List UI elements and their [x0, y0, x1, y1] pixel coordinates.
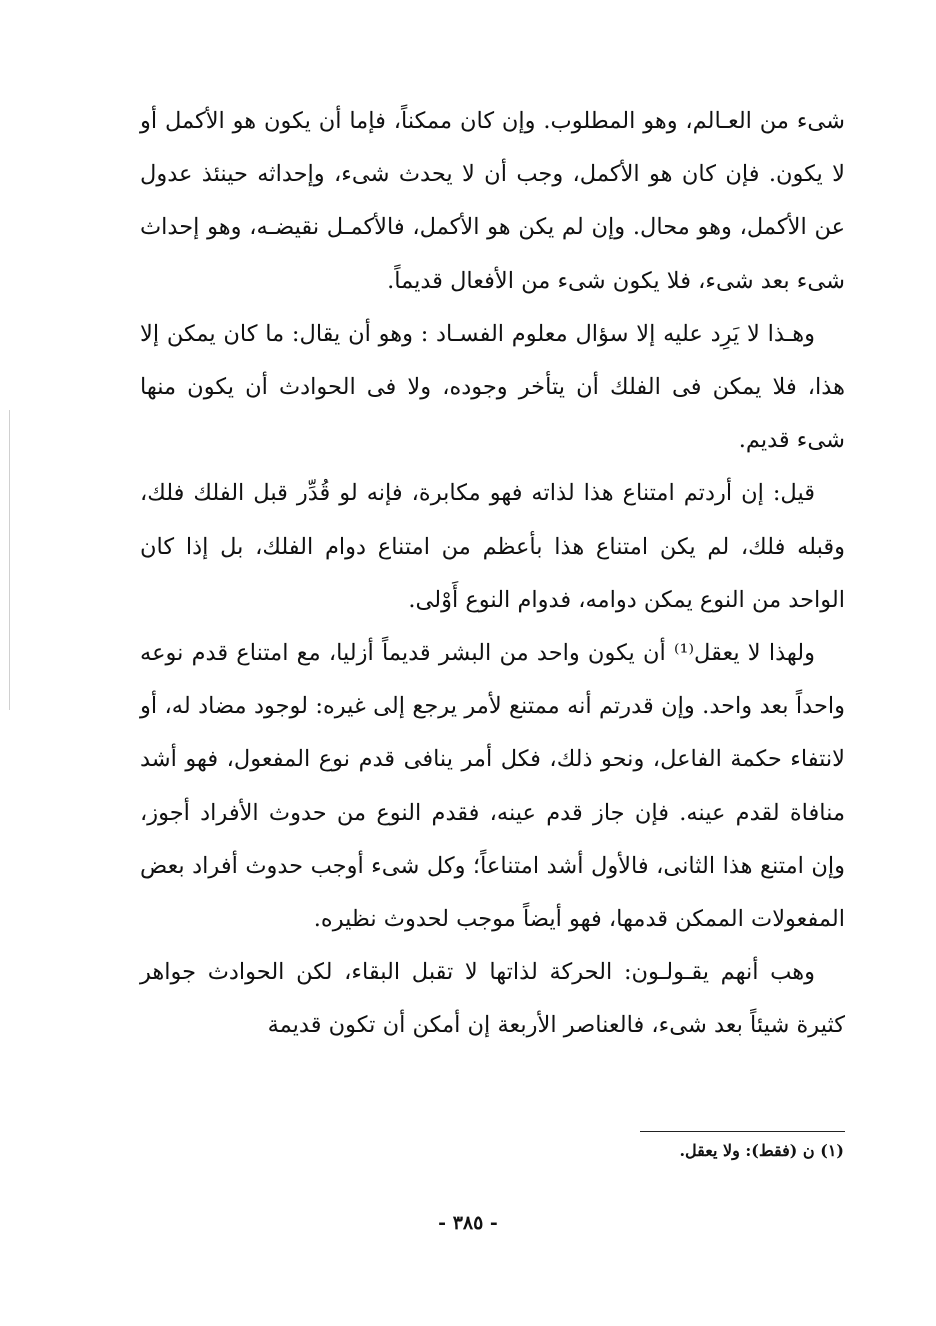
paragraph-5: وهب أنهم يقـولـون: الحركة لذاتها لا تقبل البقاء، لكن الحوادث جواهر كثيرة شيئاً بعد شىء، فالعناصر الأربعة إن أمكن أن تكون قديمة [140, 959, 845, 1039]
body-text [140, 95, 845, 1053]
paragraph-3: قيل: إن أردتم امتناع هذا لذاته فهو مكابرة، فإنه لو قُدِّر قبل الفلك فلك، وقبله فلك، لم يكن امتناع هذا بأعظم من امتناع دوام الفلك، بل إذا كان الواحد من النوع يمكن دوامه، فدوام النوع أَوْلى. [140, 480, 845, 613]
paragraph-1: شىء من العـالم، وهو المطلوب. وإن كان ممكناً، فإما أن يكون هو الأكمل أو لا يكون. فإن كان هو الأكمل، وجب أن لا يحدث شىء، وإحداثه حينئذ عدول عن الأكمل، وهو محال. وإن لم يكن هو الأكمل، فالأكمـل نقيضـه، وهو إحداث شىء بعد شىء، فلا يكون شىء من الأفعال قديماً. [140, 108, 845, 294]
scan-edge-mark [9, 410, 10, 710]
page-number: - ٣٨٥ - [438, 1212, 498, 1234]
paragraph-2: وهـذا لا يَرِد عليه إلا سؤال معلوم الفسـاد : وهو أن يقال: ما كان يمكن إلا هذا، فلا يمكن فى الفلك أن يتأخر وجوده، ولا فى الحوادث أن يكون منها شىء قديم. [140, 320, 845, 454]
footnote: (١) ن (فقط): ولا يعقل. [679, 1141, 844, 1160]
footnote-divider [640, 1131, 845, 1132]
paragraph-4: ولهذا لا يعقل⁽¹⁾ أن يكون واحد من البشر قديماً أزليا، مع امتناع قدم نوعه واحداً بعد واحد. وإن قدرتم أنه ممتنع لأمر يرجع إلى غيره: لوجود مضاد له، أو لانتفاء حكمة الفاعل، ونحو ذلك، فكل أمر ينافى قدم نوع المفعول، فهو أشد منافاة لقدم عينه. فإن جاز قدم عينه، فقدم النوع من حدوث الأفراد أجوز، وإن امتنع هذا الثانى، فالأول أشد امتناعاً؛ وكل شىء أوجب حدوث أفراد بعض المفعولات الممكن قدمها، فهو أيضاً موجب لحدوث نظيره. [140, 640, 845, 933]
